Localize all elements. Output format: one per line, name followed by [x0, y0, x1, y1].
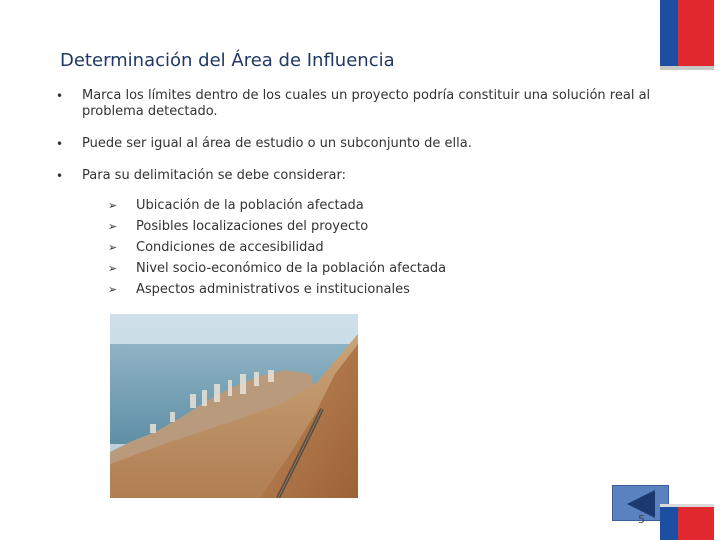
flag-cap: [660, 504, 714, 507]
sub-bullet-item: [108, 195, 446, 216]
sub-bullet-text: Aspectos administrativos e institucionales: [136, 282, 410, 297]
bullet-item: [52, 88, 662, 120]
coastal-city-photo: [110, 314, 358, 498]
bullet-text: Para su delimitación se debe considerar:: [82, 168, 347, 183]
sub-bullet-list: [108, 195, 446, 300]
bullet-icon: •: [56, 169, 64, 183]
sub-bullet-item: [108, 237, 446, 258]
sub-bullet-text: Ubicación de la población afectada: [136, 198, 364, 213]
arrow-bullet-icon: ➢: [108, 220, 118, 233]
bullet-list: [52, 88, 662, 200]
flag-red-stripe: [678, 0, 714, 68]
sub-bullet-item: [108, 258, 446, 279]
sub-bullet-item: [108, 279, 446, 300]
sub-bullet-text: Condiciones de accesibilidad: [136, 240, 324, 255]
bullet-item: [52, 136, 662, 152]
bullet-text: Puede ser igual al área de estudio o un subconjunto de ella.: [82, 136, 472, 151]
sub-bullet-item: [108, 216, 446, 237]
bullet-icon: •: [56, 137, 64, 151]
flag-decoration-bottom: [660, 504, 714, 540]
arrow-bullet-icon: ➢: [108, 262, 118, 275]
flag-blue-stripe: [660, 504, 678, 540]
sub-bullet-text: Posibles localizaciones del proyecto: [136, 219, 369, 234]
flag-blue-stripe: [660, 0, 678, 68]
page-number: 5: [638, 513, 645, 526]
arrow-bullet-icon: ➢: [108, 241, 118, 254]
flag-red-stripe: [678, 504, 714, 540]
bullet-text: Marca los límites dentro de los cuales un proyecto podría constituir una solución real al problema detectado.: [82, 88, 651, 119]
bullet-item: [52, 168, 662, 184]
flag-decoration-top: [660, 0, 714, 68]
arrow-bullet-icon: ➢: [108, 283, 118, 296]
sub-bullet-text: Nivel socio-económico de la población afectada: [136, 261, 447, 276]
flag-shadow: [660, 66, 714, 70]
landscape-illustration: [110, 314, 358, 498]
slide-title: Determinación del Área de Influencia: [60, 50, 395, 71]
bullet-icon: •: [56, 89, 64, 103]
arrow-bullet-icon: ➢: [108, 199, 118, 212]
